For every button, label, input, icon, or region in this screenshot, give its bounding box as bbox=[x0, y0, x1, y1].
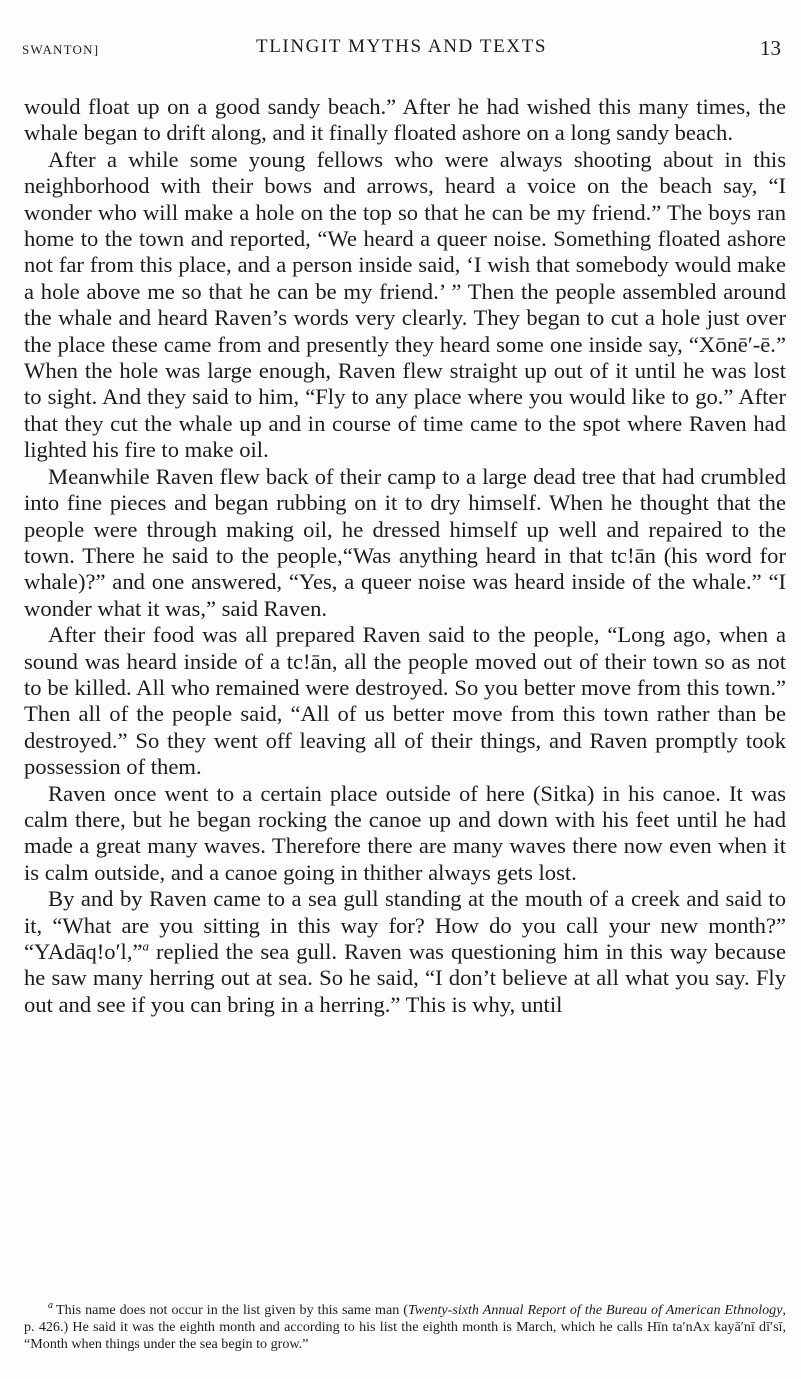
paragraph-1: would float up on a good sandy beach.” After he had wished this many times, the whale began to drift along, and it finally floated ashore on a long sandy beach. bbox=[24, 94, 786, 146]
paragraph-3: Meanwhile Raven flew back of their camp to a large dead tree that had crumbled into fine pieces and began rubbing on it to dry himself. When he thought that the people were through making oil, he dressed himself up well and repaired to the town. There he said to the people,“Was anything heard in that tc!ān (his word for whale)?” and one answered, “Yes, a queer noise was heard inside of the whale.” “I wonder what it was,” said Raven. bbox=[24, 463, 786, 621]
paragraph-6-start: By and by Raven came to a sea gull standing at the mouth of a creek and said to it, “What are you sitting in this way for? How do you call your new month?” “YAdāq!o′l,” bbox=[24, 886, 786, 964]
footnote bbox=[24, 1302, 786, 1354]
paragraph-6 bbox=[24, 886, 786, 1018]
footnote-citation: Twenty-sixth Annual Report of the Bureau of American Ethnology bbox=[408, 1302, 783, 1318]
paragraph-4: After their food was all prepared Raven said to the people, “Long ago, when a sound was heard inside of a tc!ān, all the people moved out of their town so as not to be killed. All who remained were destroyed. So you better move from this town.” Then all of the people said, “All of us better move from this town rather than be destroyed.” So they went off leaving all of their things, and Raven promptly took possession of them. bbox=[24, 622, 786, 780]
running-head-author: SWANTON] bbox=[22, 42, 100, 57]
footnote-paragraph bbox=[24, 1302, 786, 1354]
footnote-text-1: This name does not occur in the list given by this same man ( bbox=[56, 1302, 408, 1318]
running-head-title: TLINGIT MYTHS AND TEXTS bbox=[255, 36, 547, 57]
paragraph-6-end: replied the sea gull. Raven was questioning him in this way because he saw many herring out at sea. So he said, “I don’t believe at all what you say. Fly out and see if you can bring in a herring.” This is why, until bbox=[24, 939, 786, 1017]
paragraph-5: Raven once went to a certain place outside of here (Sitka) in his canoe. It was calm there, but he began rocking the canoe up and down with his feet until he had made a great many waves. Therefore there are many waves there now even when it is calm outside, and a canoe going in thither always gets lost. bbox=[24, 780, 786, 885]
footnote-reference: a bbox=[142, 938, 149, 954]
running-head bbox=[22, 36, 781, 64]
body-text bbox=[24, 94, 786, 1018]
footnote-letter: a bbox=[48, 1300, 53, 1312]
footnote-text-2: , p. 426.) He said it was the eighth month and according to his list the eighth month is March, which he calls Hīn ta′nAx kayā′nī dī′sī, “Month when things under the sea begin to grow.” bbox=[24, 1302, 787, 1353]
paragraph-2: After a while some young fellows who were always shooting about in this neighborhood with their bows and arrows, heard a voice on the beach say, “I wonder who will make a hole on the top so that he can be my friend.” The boys ran home to the town and reported, “We heard a queer noise. Something floated ashore not far from this place, and a person inside said, ‘I wish that somebody would make a hole above me so that he can be my friend.’ ” Then the people assembled around the whale and heard Raven’s words very clearly. They began to cut a hole just over the place these came from and presently they heard some one inside say, “Xōnē′-ē.” When the hole was large enough, Raven flew straight up out of it until he was lost to sight. And they said to him, “Fly to any place where you would like to go.” After that they cut the whale up and in course of time came to the spot where Raven had lighted his fire to make oil. bbox=[24, 146, 786, 463]
page-number: 13 bbox=[760, 36, 781, 60]
